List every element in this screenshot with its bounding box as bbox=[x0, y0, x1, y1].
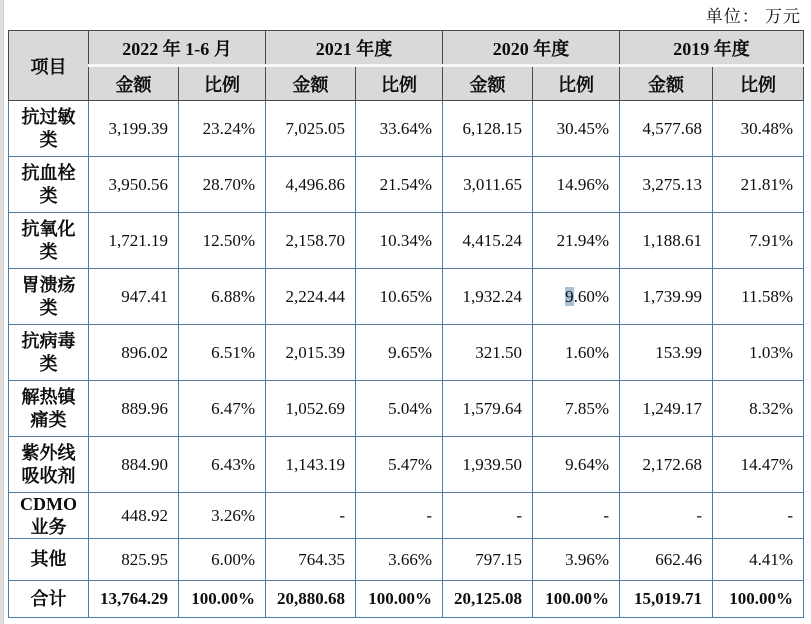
subheader-ratio: 比例 bbox=[713, 66, 804, 101]
row-label: 解热镇痛类 bbox=[9, 381, 89, 437]
amount-cell: 947.41 bbox=[89, 269, 179, 325]
ratio-cell: 33.64% bbox=[356, 101, 443, 157]
table-header bbox=[9, 31, 804, 101]
amount-cell: 4,577.68 bbox=[620, 101, 713, 157]
ratio-cell: 10.34% bbox=[356, 213, 443, 269]
table-body bbox=[9, 101, 804, 618]
ratio-cell: 100.00% bbox=[533, 581, 620, 618]
table-row bbox=[9, 213, 804, 269]
amount-cell: 1,143.19 bbox=[266, 437, 356, 493]
ratio-cell: 11.58% bbox=[713, 269, 804, 325]
amount-cell: 1,188.61 bbox=[620, 213, 713, 269]
ratio-cell: 4.41% bbox=[713, 539, 804, 581]
ratio-cell: 14.96% bbox=[533, 157, 620, 213]
table-row bbox=[9, 157, 804, 213]
subheader-ratio: 比例 bbox=[533, 66, 620, 101]
page-left-edge bbox=[0, 0, 4, 624]
ratio-cell: - bbox=[713, 493, 804, 539]
subheader-amount: 金额 bbox=[266, 66, 356, 101]
table-row bbox=[9, 101, 804, 157]
table-row bbox=[9, 325, 804, 381]
amount-cell: 20,125.08 bbox=[443, 581, 533, 618]
amount-cell: 4,415.24 bbox=[443, 213, 533, 269]
amount-cell: 321.50 bbox=[443, 325, 533, 381]
row-label: 其他 bbox=[9, 539, 89, 581]
subheader-amount: 金额 bbox=[443, 66, 533, 101]
amount-cell: 1,739.99 bbox=[620, 269, 713, 325]
col-group-2022h1: 2022 年 1-6 月 bbox=[89, 31, 266, 66]
amount-cell: - bbox=[620, 493, 713, 539]
ratio-cell: - bbox=[533, 493, 620, 539]
ratio-cell: 12.50% bbox=[179, 213, 266, 269]
amount-cell: 1,721.19 bbox=[89, 213, 179, 269]
amount-cell: 2,172.68 bbox=[620, 437, 713, 493]
ratio-cell: - bbox=[356, 493, 443, 539]
ratio-cell: 14.47% bbox=[713, 437, 804, 493]
amount-cell: 4,496.86 bbox=[266, 157, 356, 213]
amount-cell: - bbox=[266, 493, 356, 539]
subheader-ratio: 比例 bbox=[356, 66, 443, 101]
amount-cell: 1,932.24 bbox=[443, 269, 533, 325]
ratio-cell: 3.66% bbox=[356, 539, 443, 581]
ratio-cell: 21.94% bbox=[533, 213, 620, 269]
ratio-cell: 6.00% bbox=[179, 539, 266, 581]
amount-cell: 153.99 bbox=[620, 325, 713, 381]
amount-cell: - bbox=[443, 493, 533, 539]
amount-cell: 797.15 bbox=[443, 539, 533, 581]
row-label: 抗过敏类 bbox=[9, 101, 89, 157]
col-header-item: 项目 bbox=[9, 31, 89, 101]
text-selection-highlight: 9 bbox=[565, 286, 574, 306]
ratio-cell: 7.91% bbox=[713, 213, 804, 269]
amount-cell: 2,224.44 bbox=[266, 269, 356, 325]
amount-cell: 15,019.71 bbox=[620, 581, 713, 618]
table-row bbox=[9, 437, 804, 493]
amount-cell: 20,880.68 bbox=[266, 581, 356, 618]
amount-cell: 1,249.17 bbox=[620, 381, 713, 437]
ratio-cell: 28.70% bbox=[179, 157, 266, 213]
ratio-cell: 9.64% bbox=[533, 437, 620, 493]
subheader-amount: 金额 bbox=[620, 66, 713, 101]
ratio-cell: 9.65% bbox=[356, 325, 443, 381]
ratio-cell: 6.88% bbox=[179, 269, 266, 325]
amount-cell: 662.46 bbox=[620, 539, 713, 581]
ratio-cell: 6.51% bbox=[179, 325, 266, 381]
row-label: 合计 bbox=[9, 581, 89, 618]
total-row bbox=[9, 581, 804, 618]
ratio-cell: 5.04% bbox=[356, 381, 443, 437]
ratio-cell: 100.00% bbox=[713, 581, 804, 618]
ratio-cell: 6.47% bbox=[179, 381, 266, 437]
row-label: 抗氧化类 bbox=[9, 213, 89, 269]
ratio-cell: 5.47% bbox=[356, 437, 443, 493]
col-group-2021: 2021 年度 bbox=[266, 31, 443, 66]
ratio-cell: 6.43% bbox=[179, 437, 266, 493]
amount-cell: 825.95 bbox=[89, 539, 179, 581]
amount-cell: 1,939.50 bbox=[443, 437, 533, 493]
amount-cell: 896.02 bbox=[89, 325, 179, 381]
amount-cell: 2,158.70 bbox=[266, 213, 356, 269]
table-row bbox=[9, 539, 804, 581]
amount-cell: 3,199.39 bbox=[89, 101, 179, 157]
amount-cell: 7,025.05 bbox=[266, 101, 356, 157]
table-row bbox=[9, 269, 804, 325]
ratio-cell: 3.96% bbox=[533, 539, 620, 581]
ratio-cell: 100.00% bbox=[356, 581, 443, 618]
amount-cell: 448.92 bbox=[89, 493, 179, 539]
ratio-cell: 1.60% bbox=[533, 325, 620, 381]
amount-cell: 1,052.69 bbox=[266, 381, 356, 437]
amount-cell: 2,015.39 bbox=[266, 325, 356, 381]
ratio-cell: 3.26% bbox=[179, 493, 266, 539]
ratio-cell: 30.48% bbox=[713, 101, 804, 157]
table-row bbox=[9, 493, 804, 539]
ratio-cell: 7.85% bbox=[533, 381, 620, 437]
revenue-breakdown-table bbox=[8, 30, 804, 618]
row-label: 抗血栓类 bbox=[9, 157, 89, 213]
row-label: CDMO 业务 bbox=[9, 493, 89, 539]
amount-cell: 3,275.13 bbox=[620, 157, 713, 213]
amount-cell: 764.35 bbox=[266, 539, 356, 581]
amount-cell: 13,764.29 bbox=[89, 581, 179, 618]
row-label: 紫外线吸收剂 bbox=[9, 437, 89, 493]
unit-label: 单位： 万元 bbox=[705, 7, 801, 26]
ratio-cell: 9.60% bbox=[533, 269, 620, 325]
col-group-2019: 2019 年度 bbox=[620, 31, 804, 66]
ratio-cell: 23.24% bbox=[179, 101, 266, 157]
amount-cell: 3,950.56 bbox=[89, 157, 179, 213]
amount-cell: 889.96 bbox=[89, 381, 179, 437]
amount-cell: 3,011.65 bbox=[443, 157, 533, 213]
ratio-cell: 30.45% bbox=[533, 101, 620, 157]
row-label: 胃溃疡类 bbox=[9, 269, 89, 325]
col-group-2020: 2020 年度 bbox=[443, 31, 620, 66]
subheader-amount: 金额 bbox=[89, 66, 179, 101]
ratio-cell: 10.65% bbox=[356, 269, 443, 325]
amount-cell: 1,579.64 bbox=[443, 381, 533, 437]
table-row bbox=[9, 381, 804, 437]
ratio-cell: 21.54% bbox=[356, 157, 443, 213]
amount-cell: 884.90 bbox=[89, 437, 179, 493]
ratio-cell: 8.32% bbox=[713, 381, 804, 437]
row-label: 抗病毒类 bbox=[9, 325, 89, 381]
ratio-cell: 100.00% bbox=[179, 581, 266, 618]
ratio-cell: 1.03% bbox=[713, 325, 804, 381]
amount-cell: 6,128.15 bbox=[443, 101, 533, 157]
ratio-cell: 21.81% bbox=[713, 157, 804, 213]
subheader-ratio: 比例 bbox=[179, 66, 266, 101]
